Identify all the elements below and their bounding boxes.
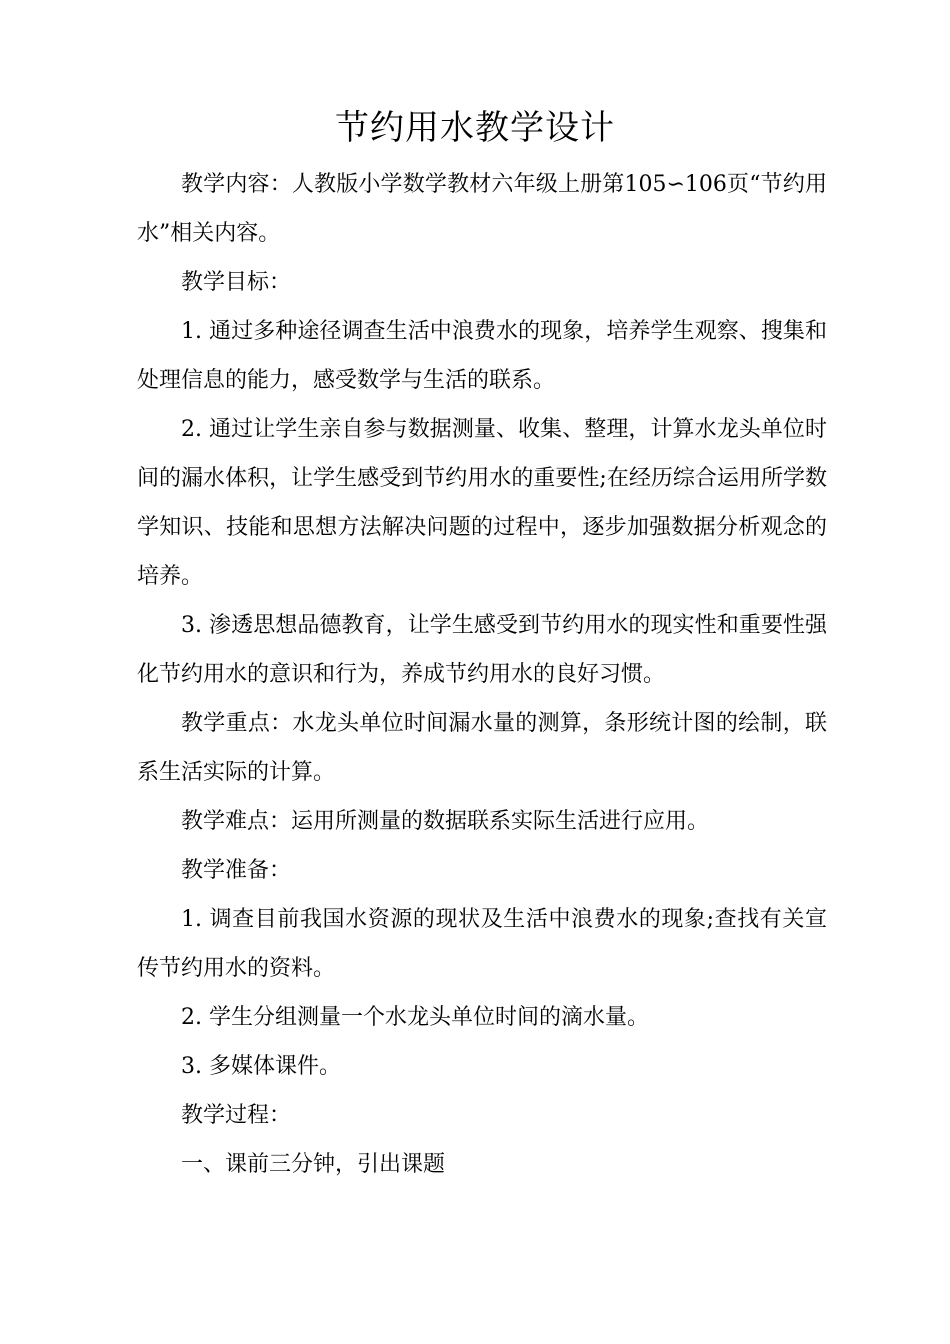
teaching-goals-heading: 教学目标：: [181, 270, 292, 295]
teaching-preparation-heading: 教学准备：: [181, 858, 292, 883]
document-title: 节约用水教学设计: [335, 108, 615, 148]
teaching-key-points: 教学重点：水龙头单位时间漏水量的测算，条形统计图的绘制，联系生活实际的计算。: [137, 711, 827, 785]
preparation-item-3: 3. 多媒体课件。: [181, 1054, 341, 1079]
teaching-goal-2: 2. 通过让学生亲自参与数据测量、收集、整理，计算水龙头单位时间的漏水体积，让学生感受到节约用水的重要性;在经历综合运用所学数学知识、技能和思想方法解决问题的过程中，逐步加强数据分析观念的培养。: [137, 417, 827, 589]
document-body: [137, 160, 827, 1189]
process-section-1-heading: 一、课前三分钟，引出课题: [181, 1152, 446, 1177]
preparation-item-2: 2. 学生分组测量一个水龙头单位时间的滴水量。: [181, 1005, 649, 1030]
teaching-goal-3: 3. 渗透思想品德教育，让学生感受到节约用水的现实性和重要性强化节约用水的意识和行为，养成节约用水的良好习惯。: [137, 613, 827, 687]
teaching-content-paragraph: 教学内容：人教版小学数学教材六年级上册第105∽106页“节约用水”相关内容。: [137, 172, 827, 246]
preparation-item-1: 1. 调查目前我国水资源的现状及生活中浪费水的现象;查找有关宣传节约用水的资料。: [137, 907, 827, 981]
teaching-difficulties: 教学难点：运用所测量的数据联系实际生活进行应用。: [181, 809, 710, 834]
teaching-process-heading: 教学过程：: [181, 1103, 292, 1128]
teaching-goal-1: 1. 通过多种途径调查生活中浪费水的现象，培养学生观察、搜集和处理信息的能力，感受数学与生活的联系。: [137, 319, 827, 393]
